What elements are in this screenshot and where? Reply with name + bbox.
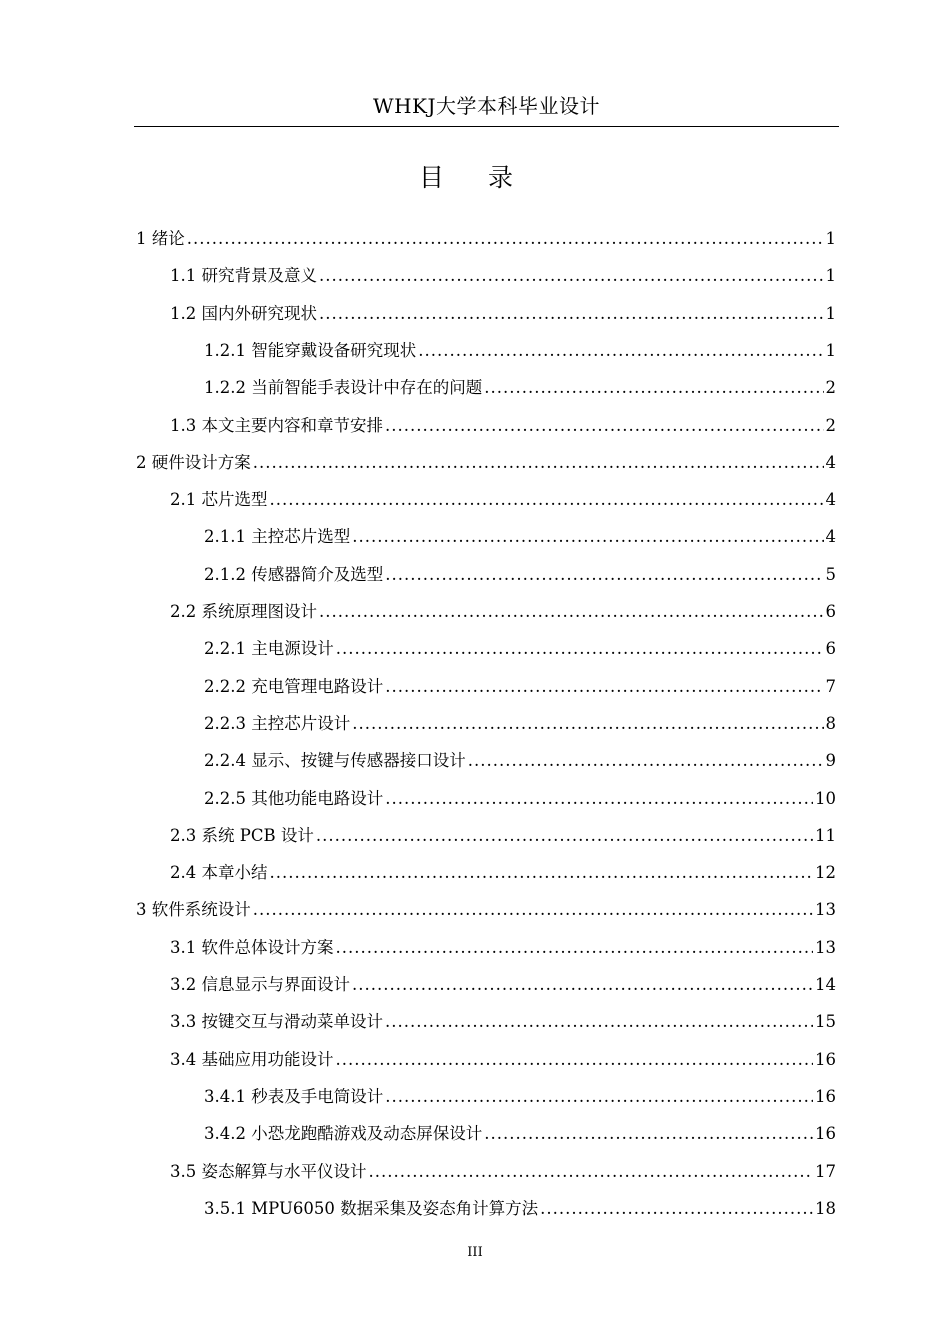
toc-entry-number: 2.1 (170, 490, 202, 510)
toc-entry-title: 软件系统设计 (151, 900, 251, 920)
toc-entry-number: 1.2.1 (204, 340, 252, 360)
toc-entry-title: 传感器简介及选型 (251, 564, 384, 584)
toc-entry-number: 2.3 (170, 825, 202, 845)
toc-entry-page: 16 (815, 1124, 836, 1144)
toc-entry-title: MPU6050 数据采集及姿态角计算方法 (251, 1198, 539, 1218)
toc-leader-dots (385, 413, 824, 439)
toc-entry-number: 3.2 (170, 975, 202, 994)
toc-leader-dots (484, 375, 823, 401)
toc-entry-title: 信息显示与界面设计 (201, 975, 350, 994)
toc-entry-number: 3.1 (170, 937, 202, 957)
toc-entry[interactable] (170, 599, 836, 625)
toc-entry[interactable] (170, 487, 836, 513)
toc-entry[interactable] (170, 301, 836, 327)
toc-leader-dots (418, 338, 823, 364)
toc-entry-number: 2.1.2 (204, 564, 252, 584)
toc-entry-page: 13 (815, 900, 836, 920)
toc-leader-dots (336, 636, 824, 662)
toc-entry-number: 2.2 (170, 602, 202, 621)
toc-entry-number: 2.2.4 (204, 751, 252, 771)
toc-entry-title: 秒表及手电筒设计 (251, 1086, 384, 1106)
toc-entry-page: 2 (825, 415, 836, 435)
toc-entry[interactable] (204, 562, 836, 588)
toc-entry-number: 3 (136, 900, 152, 920)
toc-entry[interactable] (136, 226, 836, 252)
toc-entry-number: 2.2.2 (204, 676, 252, 696)
toc-entry[interactable] (170, 263, 836, 289)
toc-leader-dots (316, 823, 813, 849)
toc-entry[interactable] (204, 1084, 836, 1110)
toc-entry-page: 6 (825, 602, 836, 621)
toc-entry-title: 研究背景及意义 (201, 266, 317, 286)
toc-title: 目 录 (419, 163, 531, 192)
toc-leader-dots (468, 748, 824, 774)
toc-leader-dots (540, 1196, 813, 1222)
toc-entry-title: 智能穿戴设备研究现状 (251, 340, 417, 360)
toc-entry-page: 4 (825, 452, 836, 472)
toc-leader-dots (270, 487, 824, 513)
toc-entry-title: 按键交互与滑动菜单设计 (201, 1012, 383, 1032)
toc-entry-page: 16 (815, 1049, 836, 1069)
toc-entry-number: 1.3 (170, 415, 202, 435)
toc-entry-page: 7 (825, 676, 836, 696)
toc-leader-dots (319, 599, 824, 625)
toc-entry-title: 本文主要内容和章节安排 (201, 415, 383, 435)
toc-entry-number: 1 (136, 229, 152, 248)
toc-entry[interactable] (136, 450, 836, 476)
toc-entry-page: 10 (815, 788, 836, 808)
toc-entry-number: 3.4.1 (204, 1086, 252, 1106)
toc-entry-number: 3.3 (170, 1012, 202, 1032)
toc-entry-page: 5 (825, 564, 836, 584)
toc-entry-title: 绪论 (151, 229, 185, 248)
toc-leader-dots (385, 1084, 813, 1110)
toc-entry-number: 3.4 (170, 1049, 202, 1069)
header-title: WHKJ大学本科毕业设计 (373, 94, 600, 118)
toc-leader-dots (319, 263, 824, 289)
toc-entry[interactable] (204, 1196, 836, 1222)
toc-entry-page: 8 (825, 713, 836, 733)
toc-entry[interactable] (170, 1009, 836, 1035)
toc-leader-dots (385, 1009, 813, 1035)
toc-leader-dots (336, 935, 814, 961)
toc-entry[interactable] (170, 413, 836, 439)
toc-leader-dots (336, 1047, 814, 1073)
toc-entry-number: 2.1.1 (204, 527, 252, 547)
toc-leader-dots (484, 1121, 813, 1147)
toc-entry-page: 17 (815, 1161, 836, 1181)
toc-entry-page: 4 (825, 490, 836, 510)
toc-entry[interactable] (204, 524, 836, 550)
toc-entry-title: 其他功能电路设计 (251, 788, 384, 808)
toc-entry-page: 1 (825, 229, 836, 248)
toc-leader-dots (385, 562, 823, 588)
toc-entry-page: 13 (815, 937, 836, 957)
toc-entry-page: 1 (825, 340, 836, 360)
toc-entry-page: 1 (825, 266, 836, 286)
toc-entry-title: 国内外研究现状 (201, 303, 317, 323)
toc-entry-title: 基础应用功能设计 (201, 1049, 334, 1069)
toc-entry-number: 1.1 (170, 266, 202, 286)
toc-leader-dots (352, 711, 823, 737)
toc-entry-title: 显示、按键与传感器接口设计 (251, 751, 466, 771)
toc-entry-title: 本章小结 (201, 863, 268, 883)
page-number: III (467, 1245, 483, 1260)
toc-entry-title: 姿态解算与水平仪设计 (201, 1161, 367, 1181)
toc-entry-number: 3.4.2 (204, 1124, 252, 1144)
toc-entry[interactable] (204, 711, 836, 737)
toc-entry-page: 1 (825, 303, 836, 323)
toc-entry-page: 16 (815, 1086, 836, 1106)
toc-entry-title: 主电源设计 (251, 639, 334, 659)
toc-entry-number: 2.4 (170, 863, 202, 883)
toc-leader-dots (385, 674, 823, 700)
toc-entry-page: 6 (825, 639, 836, 659)
toc-entry[interactable] (170, 1047, 836, 1073)
toc-entry-number: 3.5 (170, 1161, 202, 1181)
toc-entry-page: 12 (815, 863, 836, 883)
toc-leader-dots (352, 972, 813, 998)
toc-entry-title: 主控芯片选型 (251, 527, 351, 547)
toc-entry[interactable] (204, 338, 836, 364)
toc-entry-page: 11 (815, 825, 836, 845)
toc-entry-title: 充电管理电路设计 (251, 676, 384, 696)
toc-leader-dots (319, 301, 824, 327)
toc-entry[interactable] (170, 972, 836, 998)
toc-entry-number: 1.2 (170, 303, 202, 323)
toc-entry-page: 2 (825, 378, 836, 398)
toc-entry[interactable] (204, 1121, 836, 1147)
toc-leader-dots (369, 1159, 814, 1185)
toc-entry[interactable] (204, 375, 836, 401)
toc-entry[interactable] (204, 674, 836, 700)
toc-entry[interactable] (204, 636, 836, 662)
toc-entry-title: 系统 PCB 设计 (201, 825, 314, 845)
toc-leader-dots (352, 524, 823, 550)
toc-entry[interactable] (170, 860, 836, 886)
toc-entry[interactable] (204, 786, 836, 812)
toc-entry-title: 主控芯片设计 (251, 713, 351, 733)
toc-entry-title: 硬件设计方案 (151, 452, 251, 472)
toc-entry-number: 2.2.5 (204, 788, 252, 808)
toc-entry[interactable] (204, 748, 836, 774)
toc-entry-title: 小恐龙跑酷游戏及动态屏保设计 (251, 1124, 483, 1144)
toc-entry-page: 18 (815, 1198, 836, 1218)
toc-leader-dots (253, 897, 813, 923)
toc-entry[interactable] (136, 897, 836, 923)
toc-entry-title: 当前智能手表设计中存在的问题 (251, 378, 483, 398)
toc-entry-title: 芯片选型 (201, 490, 268, 510)
toc-entry-number: 2.2.3 (204, 713, 252, 733)
toc-leader-dots (385, 786, 813, 812)
toc-entry-number: 1.2.2 (204, 378, 252, 398)
toc-entry-page: 14 (815, 975, 836, 994)
toc-entry[interactable] (170, 935, 836, 961)
toc-entry[interactable] (170, 823, 836, 849)
toc-entry-number: 2 (136, 452, 152, 472)
toc-entry-page: 15 (815, 1012, 836, 1032)
toc-entry-page: 4 (825, 527, 836, 547)
toc-leader-dots (253, 450, 824, 476)
toc-entry-title: 系统原理图设计 (201, 602, 317, 621)
toc-entry[interactable] (170, 1159, 836, 1185)
toc-entry-number: 3.5.1 (204, 1198, 252, 1218)
toc-entry-page: 9 (825, 751, 836, 771)
toc-leader-dots (270, 860, 814, 886)
toc-entry-number: 2.2.1 (204, 639, 252, 659)
toc-entry-title: 软件总体设计方案 (201, 937, 334, 957)
toc-leader-dots (187, 226, 824, 252)
